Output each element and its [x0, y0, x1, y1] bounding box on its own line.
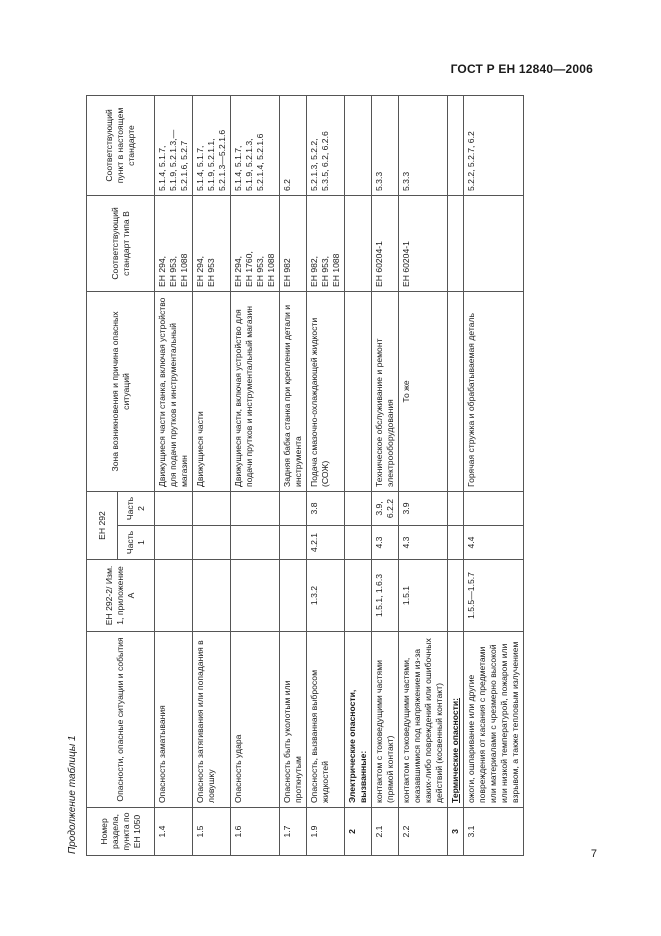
clause-item: 5.2.1.3—5.2.1.6	[217, 129, 227, 191]
annex-ref: 1.5.1	[399, 560, 448, 632]
col-header-en292: ЕН 292	[87, 491, 118, 559]
type-b-list	[231, 195, 280, 291]
col-header-clause-this-standard: Соответствующий пункт в настоящем стандарте	[87, 95, 155, 195]
row-number: 1.5	[193, 808, 231, 856]
col-header-part2: Часть 2	[118, 491, 155, 525]
hazard-text: контактом с токоведущими частями (прямой контакт)	[372, 632, 399, 808]
zone-text: Движущиеся части станка, включая устройство для подачи прутков и инструментальный магазин	[155, 291, 193, 491]
type-b-list	[280, 195, 307, 291]
type-b-item: ЕН 1088	[266, 253, 276, 287]
row-number: 2.1	[372, 808, 399, 856]
page-number: 7	[590, 848, 597, 860]
row-number: 3.1	[464, 808, 524, 856]
part1-ref	[155, 526, 193, 560]
clause-list	[193, 95, 231, 195]
part2-ref	[193, 491, 231, 525]
part1-ref: 4.3	[399, 526, 448, 560]
table-continuation-caption: Продолжение таблицы 1	[67, 735, 78, 854]
col-header-zone: Зона возникновения и причина опасных ситуаций	[87, 291, 155, 491]
part1-ref: 4.4	[464, 526, 524, 560]
type-b-item: ЕН 60204-1	[374, 241, 384, 287]
type-b-item: ЕН 294,	[233, 255, 243, 287]
type-b-list	[155, 195, 193, 291]
part2-ref: 3.9, 6.2.2	[372, 491, 399, 525]
type-b-item: ЕН 294,	[157, 255, 167, 287]
part1-ref: 4.3	[372, 526, 399, 560]
clause-item: 5.3.3	[374, 171, 384, 191]
clause-list	[464, 95, 524, 195]
section-number: 3	[448, 808, 464, 856]
table-row	[280, 95, 307, 855]
zone-text: Горячая стружка и обрабатываемая деталь	[464, 291, 524, 491]
clause-item: 5.2.2, 5.2.7, 6.2	[466, 131, 476, 191]
zone-text: Подача смазочно-охлаждающей жидкости (СОЖ)	[307, 291, 345, 491]
annex-ref: 1.3.2	[307, 560, 345, 632]
clause-item: 5.3.5, 6.2, 6.2.6	[320, 131, 330, 191]
table-row	[193, 95, 231, 855]
part1-ref: 4.2.1	[307, 526, 345, 560]
type-b-item: ЕН 1088	[331, 253, 341, 287]
clause-item: 5.2.1.4, 5.2.1.6	[255, 133, 265, 191]
clause-item: 5.2.1.3, 5.2.2,	[309, 138, 319, 191]
hazard-text: Опасность быть уколотым или проткнутым	[280, 632, 307, 808]
table-row	[231, 95, 280, 855]
table-row	[372, 95, 399, 855]
part2-ref	[464, 491, 524, 525]
zone-text: Техническое обслуживание и ремонт электрооборудования	[372, 291, 399, 491]
rotated-table-container	[60, 96, 620, 856]
zone-text: Задняя бабка станка при креплении детали и инструмента	[280, 291, 307, 491]
section-title: Электрические опасности, вызванные:	[345, 632, 372, 808]
table-row	[307, 95, 345, 855]
part1-ref	[280, 526, 307, 560]
col-header-clause-number: Номер раздела, пункта по ЕН 1050	[87, 808, 155, 856]
row-number: 2.2	[399, 808, 448, 856]
part2-ref: 3.8	[307, 491, 345, 525]
part2-ref	[155, 491, 193, 525]
col-header-en292-2-annex: ЕН 292-2/ Изм. 1, приложение А	[87, 560, 155, 632]
type-b-item: ЕН 982,	[309, 255, 319, 287]
table-row	[399, 95, 448, 855]
hazard-text: Опасность затягивания или попадания в ловушку	[193, 632, 231, 808]
annex-ref	[193, 560, 231, 632]
section-heading-row	[448, 95, 464, 855]
type-b-item: ЕН 953,	[320, 255, 330, 287]
section-title: Термические опасности:	[448, 632, 464, 808]
type-b-item: ЕН 1760,	[244, 251, 254, 287]
annex-ref: 1.5.1, 1.6.3	[372, 560, 399, 632]
hazards-table	[86, 95, 524, 856]
table-row	[464, 95, 524, 855]
part2-ref: 3.9	[399, 491, 448, 525]
annex-ref	[231, 560, 280, 632]
clause-list	[231, 95, 280, 195]
row-number: 1.7	[280, 808, 307, 856]
table-row	[155, 95, 193, 855]
type-b-item: ЕН 953,	[255, 255, 265, 287]
part1-ref	[193, 526, 231, 560]
clause-item: 5.1.9, 5.2.1.3,	[244, 138, 254, 191]
type-b-list	[307, 195, 345, 291]
zone-text: Движущиеся части	[193, 291, 231, 491]
type-b-list	[464, 195, 524, 291]
clause-item: 5.2.1.6, 5.2.7	[179, 140, 189, 191]
type-b-item: ЕН 953,	[168, 255, 178, 287]
clause-item: 5.1.9, 5.2.1.3,—	[168, 129, 178, 191]
row-number: 1.4	[155, 808, 193, 856]
zone-text: Движущиеся части, включая устройство для подачи прутков и инструментальный магазин	[231, 291, 280, 491]
type-b-item: ЕН 1088	[179, 253, 189, 287]
col-header-part1: Часть 1	[118, 526, 155, 560]
row-number: 1.9	[307, 808, 345, 856]
part1-ref	[231, 526, 280, 560]
clause-list	[399, 95, 448, 195]
type-b-item: ЕН 294,	[195, 255, 205, 287]
clause-list	[307, 95, 345, 195]
hazard-text: контактом с токоведущими частями, оказавшимися под напряжением из-за каких-либо повреждений или ошибочных действий (косвенный контакт)	[399, 632, 448, 808]
type-b-list	[193, 195, 231, 291]
part2-ref	[280, 491, 307, 525]
clause-item: 5.3.3	[401, 171, 411, 191]
part2-ref	[231, 491, 280, 525]
annex-ref	[280, 560, 307, 632]
clause-list	[372, 95, 399, 195]
clause-item: 5.1.9, 5.2.1.1,	[206, 138, 216, 191]
type-b-item: ЕН 982	[282, 258, 292, 287]
clause-item: 5.1.4, 5.1.7,	[157, 145, 167, 191]
type-b-list	[399, 195, 448, 291]
type-b-item: ЕН 60204-1	[401, 241, 411, 287]
clause-list	[280, 95, 307, 195]
clause-item: 5.1.4, 5.1.7,	[195, 145, 205, 191]
clause-item: 6.2	[282, 179, 292, 191]
hazard-text: Опасность заматывания	[155, 632, 193, 808]
section-heading-row	[345, 95, 372, 855]
col-header-hazards: Опасности, опасные ситуации и события	[87, 632, 155, 808]
clause-item: 5.1.4, 5.1.7,	[233, 145, 243, 191]
clause-list	[155, 95, 193, 195]
annex-ref: 1.5.5—1.5.7	[464, 560, 524, 632]
hazard-text: Опасность удара	[231, 632, 280, 808]
section-number: 2	[345, 808, 372, 856]
hazard-text: ожоги, ошпаривание или другие повреждения от касания с предметами или материалами с чрезмерно высокой или низкой температурой, пожаром или взрывом, а также тепловым излучением	[464, 632, 524, 808]
col-header-type-b-standard: Соответствующий стандарт типа В	[87, 195, 155, 291]
type-b-item: ЕН 953	[206, 258, 216, 287]
row-number: 1.6	[231, 808, 280, 856]
hazard-text: Опасность, вызванная выбросом жидкостей	[307, 632, 345, 808]
zone-text: То же	[399, 291, 448, 491]
type-b-list	[372, 195, 399, 291]
standard-header: ГОСТ Р ЕН 12840—2006	[450, 62, 593, 76]
annex-ref	[155, 560, 193, 632]
